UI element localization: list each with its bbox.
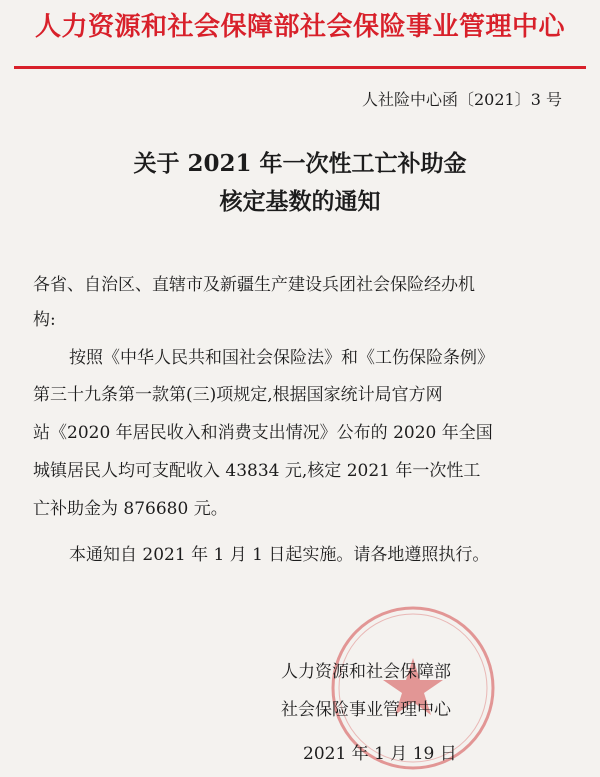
header-red-rule xyxy=(14,66,586,69)
salutation-line-2: 构: xyxy=(33,310,56,330)
body-paragraph-1-line: 城镇居民人均可支配收入 43834 元,核定 2021 年一次性工 xyxy=(33,461,481,481)
document-number: 人社险中心函〔2021〕3 号 xyxy=(362,90,562,109)
salutation-line-1: 各省、自治区、直辖市及新疆生产建设兵团社会保险经办机 xyxy=(33,275,475,295)
signature-org-line-2: 社会保险事业管理中心 xyxy=(281,700,451,720)
body-paragraph-1-line: 站《2020 年居民收入和消费支出情况》公布的 2020 年全国 xyxy=(33,423,493,443)
signature-date: 2021 年 1 月 19 日 xyxy=(303,744,457,764)
notice-title-line-2: 核定基数的通知 xyxy=(219,188,381,215)
signature-org-line-1: 人力资源和社会保障部 xyxy=(281,662,451,682)
notice-title-line-1: 关于 2021 年一次性工亡补助金 xyxy=(133,150,467,177)
org-header-title: 人力资源和社会保障部社会保险事业管理中心 xyxy=(34,12,565,42)
body-paragraph-1-line: 按照《中华人民共和国社会保险法》和《工伤保险条例》 xyxy=(69,348,494,368)
body-paragraph-2: 本通知自 2021 年 1 月 1 日起实施。请各地遵照执行。 xyxy=(69,545,490,565)
body-paragraph-1-line: 第三十九条第一款第(三)项规定,根据国家统计局官方网 xyxy=(33,385,443,405)
body-paragraph-1-line: 亡补助金为 876680 元。 xyxy=(33,499,228,519)
